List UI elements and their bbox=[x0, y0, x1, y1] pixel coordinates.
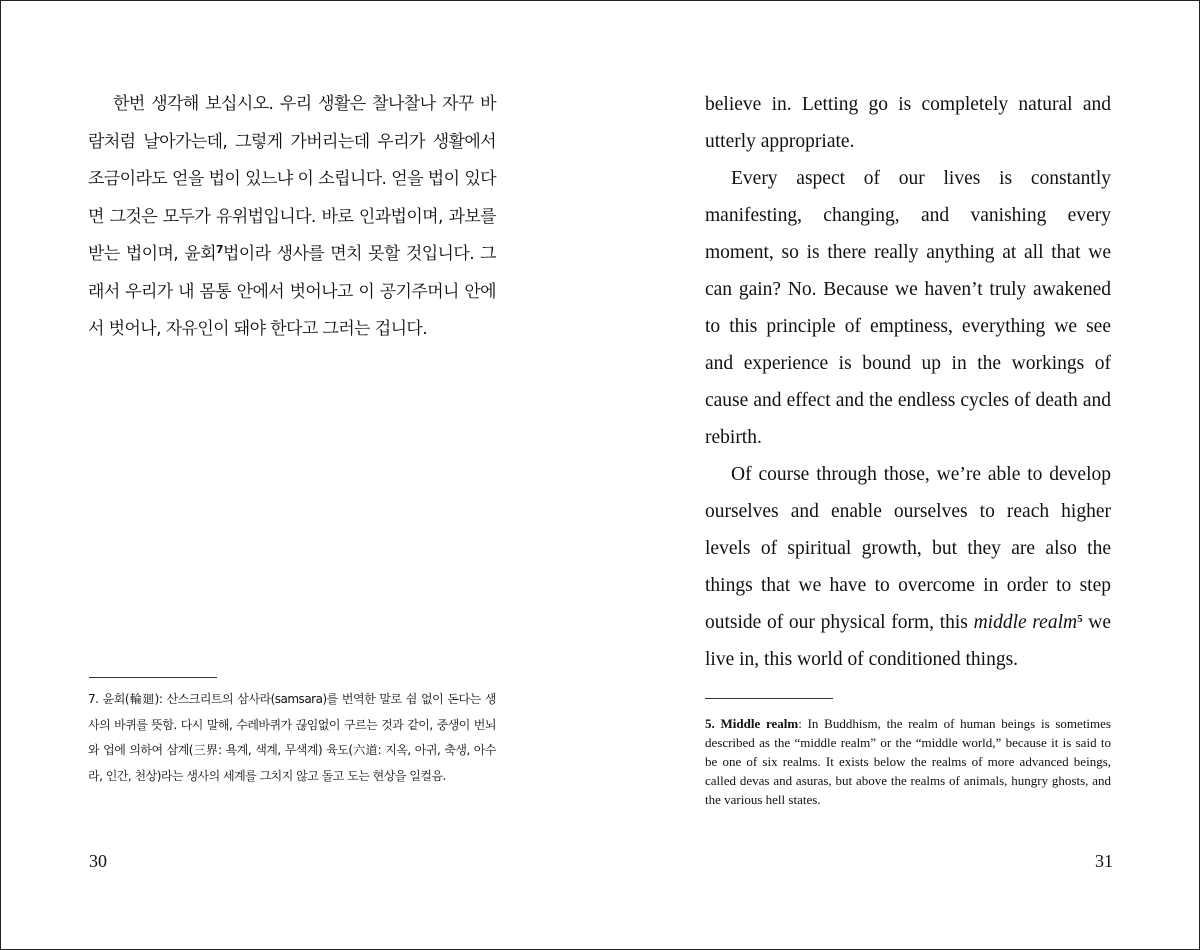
footnote-divider bbox=[89, 677, 217, 678]
footnote-label: 5. Middle realm bbox=[705, 716, 799, 731]
english-body-text bbox=[705, 86, 1111, 678]
footnote-ref-7: 7 bbox=[215, 243, 223, 256]
footnote-ref-5: 5 bbox=[1077, 613, 1083, 625]
paragraph-3 bbox=[705, 456, 1111, 678]
korean-body-text bbox=[88, 86, 496, 349]
page-number-left: 30 bbox=[89, 851, 107, 871]
body-text-part: 법이라 생사를 면치 못할 것입니다. 그래서 우리가 내 몸통 안에서 벗어나고 이 공기주머니 안에서 벗어나, 자유인이 돼야 한다고 그러는 겁니다. bbox=[88, 244, 497, 339]
page-number-right: 31 bbox=[1095, 851, 1113, 871]
paragraph-2: Every aspect of our lives is constantly manifesting, changing, and vanishing every moment, so is there really anything at all that we can gain? No. Because we haven’t truly awakened to this principle of emptiness, everything we see and experience is bound up in the workings of cause and effect and the endless cycles of death and rebirth. bbox=[705, 168, 1111, 448]
paragraph-3-text-end: we live in, this world of conditioned things. bbox=[705, 612, 1112, 670]
korean-footnote: 7. 윤회(輪廻): 산스크리트의 삼사라(samsara)를 번역한 말로 쉼 없이 돈다는 생사의 바퀴를 뜻함. 다시 말해, 수레바퀴가 끊임없이 구르는 것과 같이, 중생이 번뇌와 업에 의하여 삼계(三界: 욕계, 색계, 무색계) 육도(六道: 지옥, 아귀, 축생, 아수라, 인간, 천상)라는 생사의 세계를 그치지 않고 돌고 도는 현상을 일컬음. bbox=[88, 692, 496, 783]
body-text-part: 한번 생각해 보십시오. 우리 생활은 찰나찰나 자꾸 바람처럼 날아가는데, 그렇게 가버리는데 우리가 생활에서 조금이라도 얻을 법이 있느냐 이 소립니다. 얻을 법이 있다면 그것은 모두가 유위법입니다. 바로 인과법이며, 과보를 받는 법이며, 윤회 bbox=[88, 94, 496, 264]
footnote-text: : In Buddhism, the realm of human beings is sometimes described as the “middle realm” or the “middle world,” because it is said to be one of six realms. It exists below the realms of more advanced beings, called devas and asuras, but above the realms of animals, hungry ghosts, and the various hell states. bbox=[705, 716, 1111, 807]
english-footnote bbox=[705, 714, 1111, 809]
paragraph-3-text: Of course through those, we’re able to develop ourselves and enable ourselves to reach higher levels of spiritual growth, but they are also the things that we have to overcome in order to step outside of our physical form, this bbox=[705, 464, 1111, 633]
footnote-divider bbox=[705, 698, 833, 699]
right-page bbox=[600, 0, 1200, 950]
italic-term: middle realm bbox=[973, 612, 1078, 633]
paragraph-1: believe in. Letting go is completely natural and utterly appropriate. bbox=[705, 94, 1111, 152]
